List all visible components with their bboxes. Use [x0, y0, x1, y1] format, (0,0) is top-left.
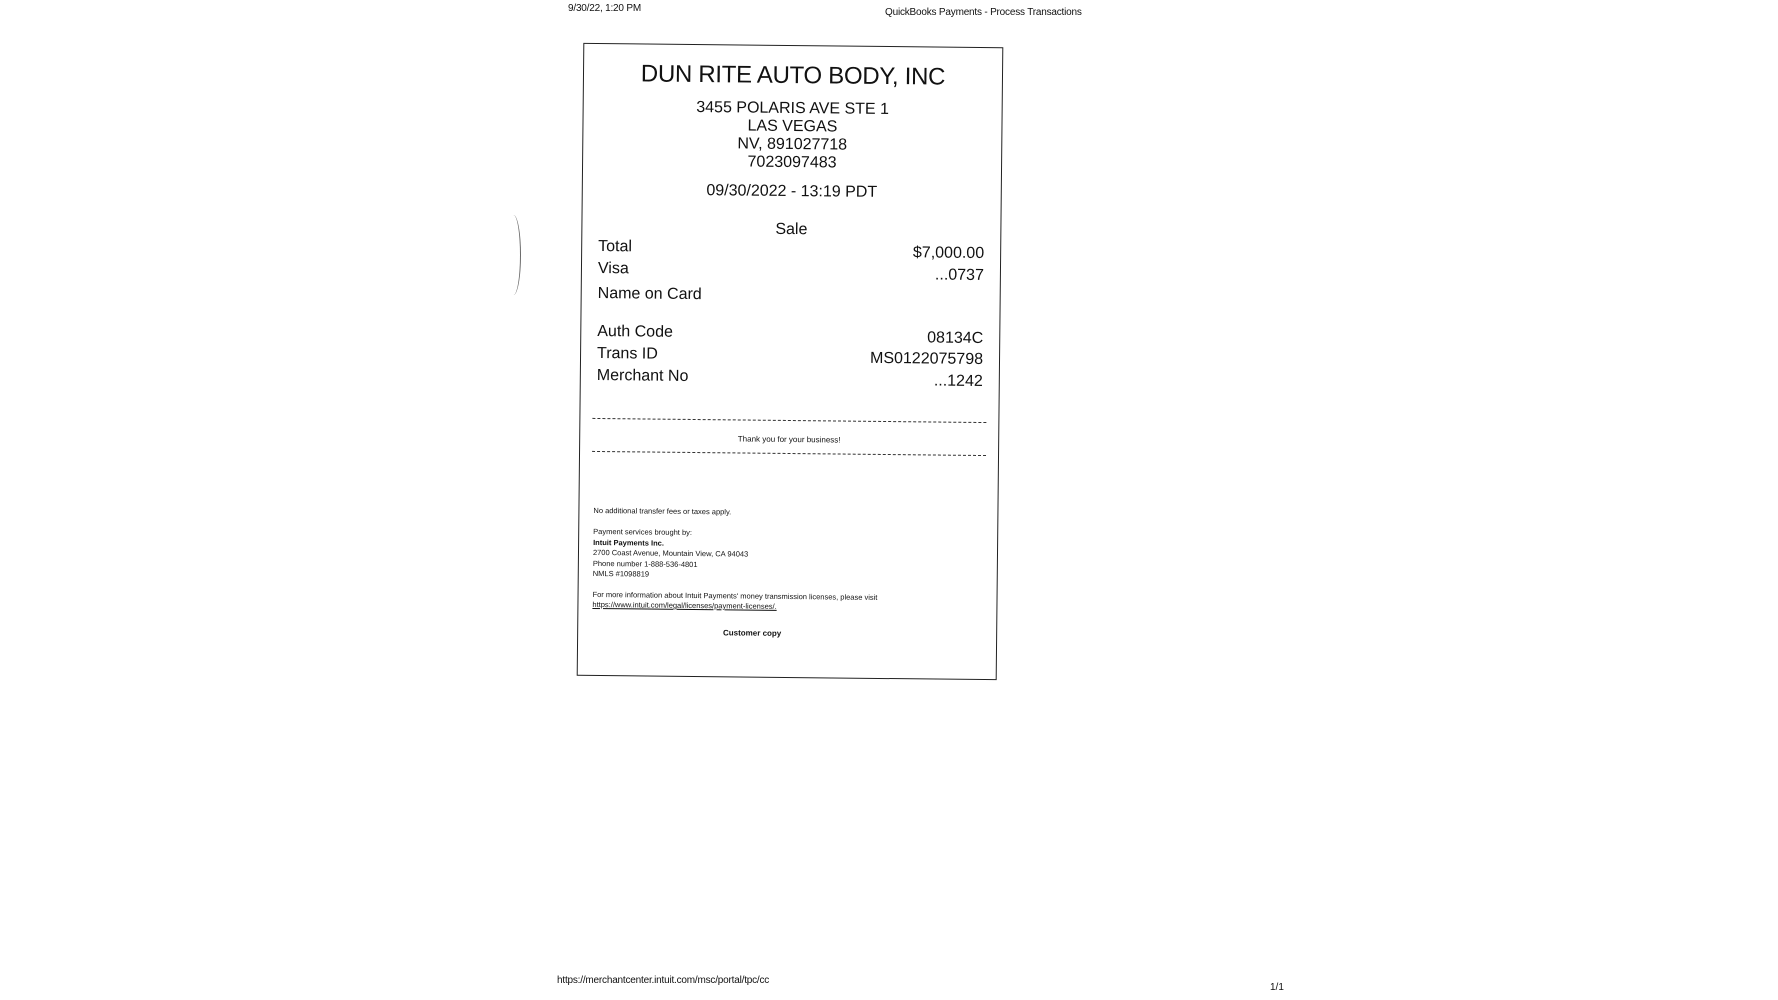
merchant-no-label: Merchant No: [596, 366, 689, 385]
print-page-number: 1/1: [1270, 982, 1284, 993]
provider-phone: Phone number 1-888-536-4801: [592, 558, 698, 569]
payment-receipt: [577, 43, 1004, 680]
print-footer-url: https://merchantcenter.intuit.com/msc/portal/tpc/cc: [557, 975, 770, 986]
scan-artifact-mark: [506, 215, 521, 295]
total-value: $7,000.00: [912, 244, 985, 263]
print-datetime: 9/30/22, 1:20 PM: [568, 3, 641, 14]
card-number-value: ...0737: [934, 266, 984, 285]
license-info: For more information about Intuit Payments' money transmission licenses, please visit: [592, 589, 878, 602]
transaction-datetime: 09/30/2022 - 13:19 PDT: [706, 182, 878, 201]
fees-note: No additional transfer fees or taxes apply.: [593, 505, 732, 517]
auth-code-label: Auth Code: [597, 322, 673, 341]
card-type-label: Visa: [597, 259, 629, 278]
name-on-card-label: Name on Card: [597, 284, 702, 304]
merchant-phone: 7023097483: [747, 153, 837, 172]
total-label: Total: [598, 237, 633, 256]
services-label: Payment services brought by:: [593, 526, 693, 537]
customer-copy-label: Customer copy: [722, 628, 782, 638]
merchant-address-line3: NV, 891027718: [737, 135, 848, 154]
provider-nmls: NMLS #1098819: [592, 568, 650, 579]
provider-name: Intuit Payments Inc.: [593, 537, 665, 548]
bottom-dashed-divider: [592, 451, 986, 456]
merchant-address-line2: LAS VEGAS: [747, 117, 838, 136]
transaction-type: Sale: [775, 220, 808, 239]
trans-id-label: Trans ID: [596, 344, 658, 363]
thank-you-message: Thank you for your business!: [737, 434, 841, 445]
merchant-no-value: ...1242: [933, 372, 983, 391]
print-page-title: QuickBooks Payments - Process Transactions: [885, 7, 1082, 18]
license-link[interactable]: https://www.intuit.com/legal/licenses/payment-licenses/.: [592, 599, 777, 611]
top-dashed-divider: [592, 418, 986, 423]
provider-address: 2700 Coast Avenue, Mountain View, CA 94043: [592, 547, 749, 559]
trans-id-value: MS0122075798: [869, 349, 984, 369]
auth-code-value: 08134C: [927, 329, 984, 348]
merchant-name: DUN RITE AUTO BODY, INC: [640, 60, 946, 91]
merchant-address-line1: 3455 POLARIS AVE STE 1: [696, 99, 890, 119]
